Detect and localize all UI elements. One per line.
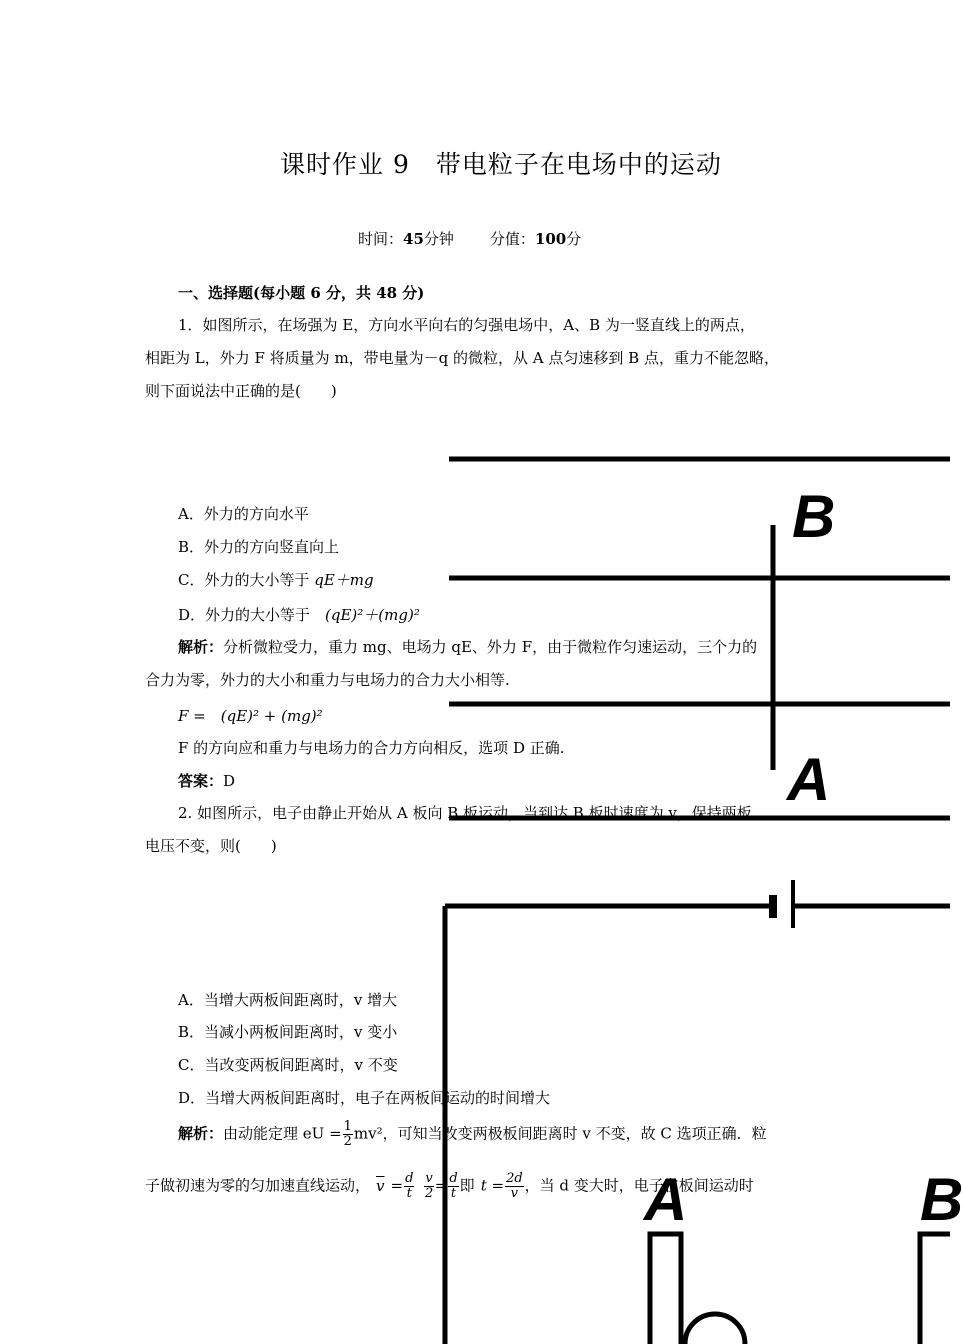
average-velocity: $\overline{v}$ bbox=[376, 1176, 385, 1195]
plate-a bbox=[650, 1234, 681, 1344]
fraction-d-over-t-2 bbox=[448, 1172, 458, 1201]
q2-analysis-label: 解析： bbox=[178, 1124, 224, 1143]
page-title: 课时作业 9 带电粒子在电场中的运动 bbox=[280, 150, 722, 179]
q1-option-a: A．外力的方向水平 bbox=[178, 505, 309, 523]
q2-analysis2-pre: 子做初速为零的匀加速直线运动， bbox=[145, 1176, 371, 1195]
circuit-label-a: A bbox=[644, 1166, 688, 1233]
time-score-line bbox=[358, 228, 581, 249]
q1-option-c-text: C．外力的大小等于 bbox=[178, 571, 315, 589]
q2-option-a: A．当增大两板间距离时，v 增大 bbox=[178, 991, 398, 1009]
time-value: 45 bbox=[403, 230, 424, 248]
circuit-label-b: B bbox=[920, 1166, 963, 1233]
fraction-t: t bbox=[406, 1186, 412, 1201]
fraction-t-2: t bbox=[450, 1186, 457, 1201]
q2-circuit-figure bbox=[445, 880, 950, 1344]
q2-option-c: C．当改变两板间距离时，v 不变 bbox=[178, 1056, 398, 1074]
ji-text: 即 bbox=[459, 1176, 475, 1195]
q2-stem-line1: 2. 如图所示，电子由静止开始从 A 板向 B 板运动，当到达 B 板时速度为 v，保持两板 bbox=[178, 804, 752, 822]
q1-stem-line2: 相距为 L，外力 F 将质量为 m，带电量为－q 的微粒，从 A 点匀速移到 B 点，重力不能忽略， bbox=[145, 349, 779, 367]
section-heading: 一、选择题(每小题 6 分，共 48 分) bbox=[178, 284, 425, 302]
q1-analysis-line3: F 的方向应和重力与电场力的合力方向相反，选项 D 正确. bbox=[178, 739, 565, 757]
fraction-v-over-2 bbox=[424, 1172, 433, 1201]
fraction-d: d bbox=[405, 1171, 414, 1186]
q1-analysis-text1: 分析微粒受力，重力 mg、电场力 qE、外力 F，由于微粒作匀速运动，三个力的 bbox=[223, 638, 758, 656]
electron-source-arc bbox=[685, 1314, 745, 1344]
q2-analysis-line2 bbox=[145, 1172, 754, 1201]
fraction-two: 2 bbox=[424, 1186, 434, 1201]
q1-formula: F = (qE)² + (mg)² bbox=[178, 707, 323, 725]
q2-analysis2-post: ，当 d 变大时，电子在板间运动时 bbox=[524, 1176, 754, 1195]
score-label: 分值： bbox=[489, 230, 535, 248]
equals-2: = bbox=[434, 1176, 448, 1195]
equals-1: = bbox=[390, 1176, 404, 1195]
fraction-v-den: v bbox=[510, 1186, 519, 1201]
time-unit: 分钟 bbox=[423, 230, 454, 248]
time-label: 时间： bbox=[358, 230, 404, 248]
figure-label-b: B bbox=[792, 483, 836, 550]
q1-option-d bbox=[178, 604, 420, 625]
q1-stem-line1: 1．如图所示，在场强为 E，方向水平向右的匀强电场中，A、B 为一竖直线上的两点， bbox=[178, 316, 755, 334]
q2-analysis1-pre: 由动能定理 eU = bbox=[223, 1124, 342, 1143]
fraction-2d: 2d bbox=[506, 1171, 523, 1186]
q2-stem-line2: 电压不变，则( ) bbox=[145, 837, 277, 855]
q1-answer-value: D bbox=[223, 772, 236, 790]
t-equals: t = bbox=[480, 1176, 505, 1195]
plate-b bbox=[920, 1234, 950, 1344]
q1-analysis-label: 解析： bbox=[178, 638, 224, 656]
q1-option-b: B．外力的方向竖直向上 bbox=[178, 538, 340, 556]
q1-answer bbox=[178, 770, 235, 791]
fraction-2d-over-v bbox=[505, 1172, 524, 1201]
fraction-d-over-t bbox=[404, 1172, 414, 1201]
q2-option-b: B．当减小两板间距离时，v 变小 bbox=[178, 1023, 398, 1041]
fraction-one-half bbox=[343, 1120, 353, 1149]
fraction-d-2: d bbox=[449, 1171, 458, 1186]
q1-option-d-text: D．外力的大小等于 bbox=[178, 606, 326, 624]
fraction-one-half-num: 1 bbox=[343, 1119, 352, 1134]
figure-label-a: A bbox=[787, 746, 831, 813]
q1-analysis-line1 bbox=[178, 636, 757, 657]
fraction-v: v bbox=[425, 1171, 433, 1186]
q2-analysis1-post: mv²，可知当改变两极板间距离时 v 不变，故 C 选项正确．粒 bbox=[353, 1124, 767, 1143]
q1-answer-label: 答案： bbox=[178, 772, 224, 790]
fraction-one-half-den: 2 bbox=[343, 1134, 352, 1149]
q1-stem-line3: 则下面说法中正确的是( ) bbox=[145, 382, 337, 400]
q1-analysis-line2: 合力为零，外力的大小和重力与电场力的合力大小相等. bbox=[145, 671, 510, 689]
q1-option-d-expr: (qE)²＋(mg)² bbox=[325, 606, 420, 624]
score-unit: 分 bbox=[566, 230, 582, 248]
q2-option-d: D．当增大两板间距离时，电子在两板间运动的时间增大 bbox=[178, 1089, 551, 1107]
score-value: 100 bbox=[534, 230, 567, 248]
q2-analysis-line1 bbox=[178, 1120, 767, 1149]
q1-option-c bbox=[178, 569, 374, 590]
q1-option-c-expr: qE＋mg bbox=[314, 571, 374, 589]
